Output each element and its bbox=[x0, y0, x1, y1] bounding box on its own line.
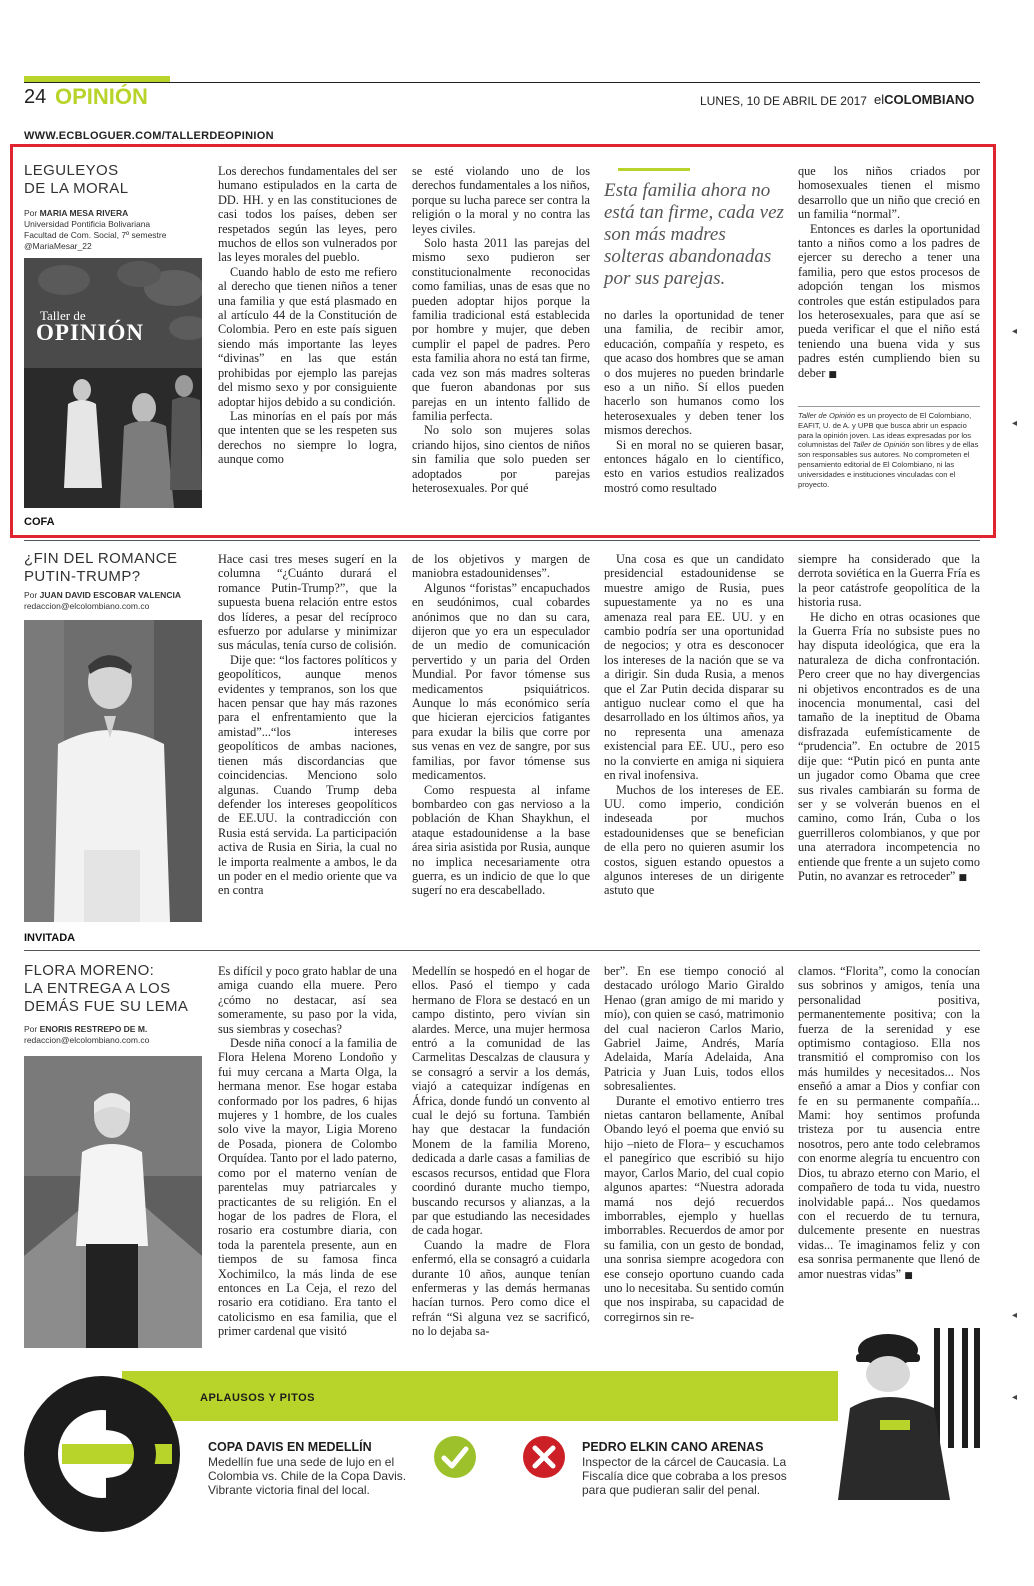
applause-headline: COPA DAVIS EN MEDELLÍN bbox=[208, 1440, 372, 1454]
headline-line: PUTIN-TRUMP? bbox=[24, 568, 141, 585]
applause-text: Medellín fue una sede de lujo en el Colombia vs. Chile de la Copa Davis. Vibrante victoria final del local. bbox=[208, 1455, 407, 1497]
subject-portrait bbox=[24, 1056, 202, 1348]
brand-name: COLOMBIANO bbox=[884, 92, 975, 107]
paragraph: se esté violando uno de los derechos fundamentales a los niños, porque su lucha parece ser contra la religión o la moral y no contra las leyes civiles. bbox=[412, 164, 590, 236]
aplausos-logo-icon bbox=[22, 1354, 212, 1554]
paragraph: Dije que: “los factores políticos y geopolíticos, aunque menos evidentes y tempranos, son los que hacen pensar que hay más razones para el enfrentamiento que la amistad”...“los intereses geopolíticos de ambas naciones, tienen más discordancias que coincidencias. Menciono solo algunas. Cuando Trump deba defender los intereses geopolíticos de EE.UU. la contradicción con Rusia está servida. La participación activa de Rusia en Siria, la cual no le importa realmente a ambos, le da un poder en el medio oriente que va en contra bbox=[218, 652, 397, 898]
margin-mark: ◂ bbox=[1012, 1310, 1018, 1321]
article3-headline bbox=[24, 962, 204, 1016]
pull-quote: Esta familia ahora no está tan firme, cada vez son más madres solteras abandonadas por sus parejas. bbox=[604, 180, 784, 289]
header-rule bbox=[24, 82, 980, 83]
paragraph bbox=[798, 964, 980, 1283]
article2-column-4 bbox=[798, 552, 980, 926]
article1-column-1 bbox=[218, 164, 397, 516]
headline-line: LA ENTREGA A LOS bbox=[24, 980, 171, 997]
paragraph: No solo son mujeres solas criando hijos, sino cientos de niños sin familia que solo pueden ser adoptados por parejas heterosexuales. Por qué bbox=[412, 423, 590, 495]
aplausos-title: APLAUSOS Y PITOS bbox=[200, 1392, 315, 1404]
author-affiliation: Facultad de Com. Social, 7º semestre bbox=[24, 230, 167, 240]
end-mark: ■ bbox=[904, 1270, 913, 1281]
article2-tag: INVITADA bbox=[24, 932, 76, 944]
paragraph: Algunos “foristas” encapuchados en seudónimos, cual cobardes anónimos que no dan su cara, dijeron que yo era un especulador de un medio de comunicación pervertido y un paria del Orden Mundial. Por favor tómense sus medicamentos psiquiátricos. Aunque lo más económico sería que hicieran ejercicios fatigantes para exudar la bilis que corre por sus venas en vez de sangre, por sus familias, por favor tómense sus medicamentos. bbox=[412, 580, 590, 783]
paragraph: de los objetivos y margen de maniobra estadounidenses”. bbox=[412, 552, 590, 581]
paragraph: Las minorías en el país por más que intenten que se les respeten sus derechos no siempre lo logra, aunque como bbox=[218, 408, 397, 467]
logo-line: OPINIÓN bbox=[36, 320, 144, 345]
author-email: redaccion@elcolombiano.com.co bbox=[24, 601, 150, 611]
note-text: son libres y de ellas son responsables sus autores. No comprometen el pensamiento editorial de El Colombiano, ni las universidades e instituciones vinculadas con el proyecto. bbox=[798, 440, 979, 489]
note-emphasis: Taller de Opinión bbox=[852, 440, 910, 450]
by-prefix: Por bbox=[24, 208, 40, 218]
margin-mark: ◂ bbox=[1012, 1392, 1018, 1403]
whistle-text: Inspector de la cárcel de Caucasia. La Fiscalía dice que cobraba a los presos para que pudieran salir del penal. bbox=[582, 1455, 787, 1497]
paragraph-text: Entonces es darles la oportunidad tanto a niños como a los padres de ejercer su derecho a tener una familia, pero que estos procesos de adopción tengan los mismos controles que están estipulados para los heterosexuales, para que así se pueda verificar el que el niño está teniendo una buena vida y sus padres estén cumpliendo bien su deber bbox=[798, 221, 980, 380]
section-name: OPINIÓN bbox=[55, 84, 148, 109]
paragraph: Es difícil y poco grato hablar de una amiga cuando ella muere. Pero ¿cómo no destacar, así sea someramente, su paso por la vida, sus siembras y cosechas? bbox=[218, 964, 397, 1036]
end-mark: ■ bbox=[958, 872, 967, 883]
paragraph: Cuando hablo de esto me refiero al derecho que tienen niños a tener una familia y que está plasmado en al artículo 44 de la Constitución de Colombia. Pero en este país siguen siendo más importante las leyes “divinas” en las que están prohibidas por ejemplo las parejas del mismo sexo y por consiguiente adoptar hijos debido a su condición. bbox=[218, 264, 397, 409]
author-line bbox=[24, 1024, 206, 1035]
author-name: MARIA MESA RIVERA bbox=[39, 208, 129, 218]
article-divider bbox=[24, 540, 980, 541]
logo-line: Taller de bbox=[40, 308, 86, 323]
article2-column-2 bbox=[412, 552, 590, 926]
prisoner-cartoon-icon bbox=[838, 1328, 980, 1500]
article1-column-2 bbox=[412, 164, 590, 516]
paragraph-text: He dicho en otras ocasiones que la Guerra Fría no subsiste pues no hay disputa ideológica, que era la naturaleza de dicha confrontación. Pero creer que no hay divergencias ni objetivos encontrados es de una inocencia monumental, casi del tamaño de la ineptitud de Obama disfrazada eufemísticamente de “prudencia”. En octubre de 2015 dije que: “Putin picó en punta ante un jugador como Obama que cree sus rivales cambiarán su forma de ser y se volverán buenos en el camino, como Irán, Cuba o los guerrilleros colombianos, y que por una aterradora incompetencia no entiende que frente a un sujeto como Putin, no avanzar es retroceder” bbox=[798, 609, 980, 883]
article3-column-1 bbox=[218, 964, 397, 1354]
brand-prefix: el bbox=[874, 92, 885, 107]
article3-column-3 bbox=[604, 964, 784, 1354]
paragraph: Medellín se hospedó en el hogar de ellos. Pasó el tiempo y cada hermano de Flora se destacó en un campo distinto, pero vivían sin alardes. Merce, una mujer hermosa entró a la comunidad de las Carmelitas Descalzas de clausura y se consagró a servir a los demás, viajó a catequizar indígenas en África, donde fundó un convento al cual le dejó su fortuna. También hay que destacar la fundación Monem de la familia Moreno, dedicada a darle casas a familias de escasos recursos, entidad que Flora coordinó durante mucho tiempo, buscando recursos y alianzas, a la par que estudiando las necesidades de cada hogar. bbox=[412, 964, 590, 1238]
margin-mark: ◂ bbox=[1012, 418, 1018, 429]
article3-column-4 bbox=[798, 964, 980, 1320]
paragraph: Como respuesta al infame bombardeo con gas nervioso a la población de Khan Shaykhun, el ataque estadounidense a la base área siria asistida por Rusia, aunque no implica necesariamente otra guerra, es un indicio de que lo que sugerí no era descabellado. bbox=[412, 782, 590, 898]
newspaper-brand bbox=[874, 92, 974, 107]
paragraph: Si en moral no se quieren basar, entonces hágalo en lo científico, esto en varios estudios realizados mostró como resultado bbox=[604, 437, 784, 495]
author-line bbox=[24, 590, 206, 601]
article2-headline bbox=[24, 550, 204, 586]
paragraph: ber”. En ese tiempo conoció al destacado urólogo Mario Giraldo Henao (gran amigo de mi marido y mío), con quien se casó, matrimonio del cual nacieron Carlos Mario, Gabriel Jaime, Andrés, María Adelaida, María Adelaida, Ana Patricia y Juan Luis, todos ellos sobresalientes. bbox=[604, 964, 784, 1094]
article1-tag: COFA bbox=[24, 516, 55, 528]
author-portrait bbox=[24, 620, 202, 922]
check-icon bbox=[432, 1434, 478, 1480]
paragraph-text: clamos. “Florita”, como la conocían sus sobrinos y amigos, tenía una personalidad positiva, permanentemente positiva; con la fuerza de la serenidad y ese optimismo contagioso. Ella nos transmitió el compromiso con los más humildes y necesitados... Nos enseñó a amar a Dios y confiar con fe en su permanente compañía... Mami: hoy sentimos profunda tristeza por tu ausencia entre nosotros, pero ante todo celebramos con enorme alegría tu encuentro con Dios, tu abrazo eterno con Mario, el compañero de toda tu vida, nuestro inolvidable papá... Nos quedamos con el recuerdo de tu ternura, dulcemente presente en nuestras vidas... Te imaginamos feliz y con esa sonrisa permanente que llenó de amor nuestras vidas” bbox=[798, 964, 980, 1281]
article2-byline bbox=[24, 590, 206, 612]
article2-column-1 bbox=[218, 552, 397, 926]
opinion-photo-illustration bbox=[24, 258, 202, 508]
author-name: ENORIS RESTREPO DE M. bbox=[39, 1024, 148, 1034]
taller-disclaimer-note bbox=[798, 406, 980, 489]
page-number: 24 bbox=[24, 86, 47, 108]
headline-line: DEMÁS FUE SU LEMA bbox=[24, 998, 189, 1015]
section-url: WWW.ECBLOGUER.COM/TALLERDEOPINION bbox=[24, 130, 274, 142]
paragraph: Hace casi tres meses sugerí en la columna “¿Cuánto durará el romance Putin-Trump?”, que la supuesta buena relación entre estos dos líderes, a pesar del recíproco esfuerzo por adularse y minimizar sus máculas, tenía curso de colisión. bbox=[218, 552, 397, 653]
by-prefix: Por bbox=[24, 1024, 40, 1034]
paragraph: Cuando la madre de Flora enfermó, ella se consagró a cuidarla durante 10 años, aunque tenían enfermeras y las demás hermanas hacían turnos. Pero como dice el refrán “Si alguna vez se sacrificó, no lo dejaba sa- bbox=[412, 1237, 590, 1339]
paragraph: siempre ha considerado que la derrota soviética en la Guerra Fría es la peor catástrofe geopolítica de la historia rusa. bbox=[798, 552, 980, 610]
article1-column-3 bbox=[604, 308, 784, 516]
author-affiliation: Universidad Pontificia Bolivariana bbox=[24, 219, 151, 229]
article1-column-4 bbox=[798, 164, 980, 400]
paragraph: Muchos de los intereses de EE. UU. como imperio, condición indeseada por muchos estadounidenses que se benefician de ella pero no quieren asumir los costos, siguen estando opuestos a algunos intereses de un dirigente astuto que bbox=[604, 782, 784, 898]
note-emphasis: Taller de Opinión bbox=[798, 411, 856, 420]
headline-line: DE LA MORAL bbox=[24, 180, 129, 197]
taller-opinion-photo bbox=[24, 258, 202, 508]
article3-byline bbox=[24, 1024, 206, 1046]
headline-line: ¿FIN DEL ROMANCE bbox=[24, 550, 178, 567]
paragraph: Los derechos fundamentales del ser humano estipulados en la carta de DD. HH. y en las constituciones de casi todos los países, deben ser respetados según las leyes, pero muchos de ellos son vulnerados por las leyes morales del pueblo. bbox=[218, 164, 397, 265]
author-name: JUAN DAVID ESCOBAR VALENCIA bbox=[39, 590, 181, 600]
paragraph: no darles la oportunidad de tener una familia, de recibir amor, educación, compañía y respeto, es que acaso dos hombres que se aman o dos mujeres no pueden brindarle eso a un niño. Sí ellos pueden hacerlo son humanos como los heterosexuales y deben tener los mismos derechos. bbox=[604, 308, 784, 438]
margin-mark: ◂ bbox=[1012, 326, 1018, 337]
headline-line: LEGULEYOS bbox=[24, 162, 119, 179]
pull-quote-accent bbox=[618, 168, 690, 171]
paragraph bbox=[798, 222, 980, 382]
article1-byline bbox=[24, 208, 204, 252]
x-icon bbox=[521, 1434, 567, 1480]
author-handle: @MariaMesar_22 bbox=[24, 241, 92, 251]
article1-headline bbox=[24, 162, 204, 198]
article2-column-3 bbox=[604, 552, 784, 926]
paragraph: Una cosa es que un candidato presidencial estadounidense se muestre amigo de Rusia, pues supuestamente ya no es una amenaza real para EE. UU. y en cambio podría ser una oportunidad de negocios; y otra es desconocer los intereses de la nación que se va a dirigir. Sin duda Rusia, a menos que el Zar Putin decida disparar su antiguo nuclear como el que ha desarrollado en los últimos años, ya no representa una amenaza existencial para EE. UU., pero eso no la convierte en amiga ni siquiera en rival inofensiva. bbox=[604, 552, 784, 783]
author-line bbox=[24, 208, 204, 219]
paragraph bbox=[798, 610, 980, 886]
author-email: redaccion@elcolombiano.com.co bbox=[24, 1035, 150, 1045]
paragraph: Desde niña conocí a la familia de Flora Helena Moreno Londoño y fui muy cercana a Marta Olga, la hermana menor. Ese hogar estaba conformado por los padres, 6 hijas mujeres y 1 hombre, de los cuales solo vive la mayor, Ligia Moreno de Posada, pionera de Colombo Orquídea. Tanto por el lado paterno, como por el materno venían de parentelas muy patriarcales y practicantes de su religión. En el hogar de los padres de Flora, el rosario era costumbre diaria, con toda la parentela presente, aun en tiempos de su famosa finca Xochimilco, la más linda de ese entonces en La Ceja, el rezo del rosario era cotidiano. Era tanto el catolicismo en esa familia, que el primer cardenal que visitó bbox=[218, 1036, 397, 1339]
paragraph: que los niños criados por homosexuales tienen el mismo desarrollo que un niño que creció en un familia “normal”. bbox=[798, 164, 980, 222]
end-mark: ■ bbox=[828, 369, 837, 380]
note-text: es un proyecto de El Colombiano, EAFIT, U. de A. y UPB que busca abrir un espacio para la opinión joven. Las ideas expresadas por los columnistas del bbox=[798, 411, 972, 450]
issue-date: LUNES, 10 DE ABRIL DE 2017 bbox=[700, 94, 867, 108]
whistle-headline: PEDRO ELKIN CANO ARENAS bbox=[582, 1440, 764, 1454]
paragraph: Solo hasta 2011 las parejas del mismo sexo pudieron ser constitucionalmente reconocidas como familias, unas de esas que no pueden adoptar hijos porque la familia tradicional está establecida por hombre y mujer, que deben cumplir el papel de padres. Pero esta familia ahora no está tan firme, cada vez son más madres solteras que fueron abandonas por sus parejas en un intento fallido de familia perfecta. bbox=[412, 236, 590, 423]
subject-photo bbox=[24, 1056, 202, 1348]
article-divider bbox=[24, 950, 980, 951]
paragraph: Durante el emotivo entierro tres nietas cantaron bellamente, Aníbal Obando leyó el poema que envió su hijo –nieto de Flora– y escuchamos el panegírico que escribió su hijo mayor, Carlos Mario, del cual copio algunos apartes: “Nuestra adorada mamá nos dejó recuerdos imborrables, ejemplo y huellas imborrables. Recuerdos de amor por su familia, con un gesto de bondad, una sonrisa siempre acogedora con ese consejo oportuno cuando cada uno lo necesitaba. Su sentido común que nos inspiraba, su capacidad de corregirnos sin re- bbox=[604, 1093, 784, 1324]
by-prefix: Por bbox=[24, 590, 40, 600]
author-photo bbox=[24, 620, 202, 922]
headline-line: FLORA MORENO: bbox=[24, 962, 155, 979]
article3-column-2 bbox=[412, 964, 590, 1354]
